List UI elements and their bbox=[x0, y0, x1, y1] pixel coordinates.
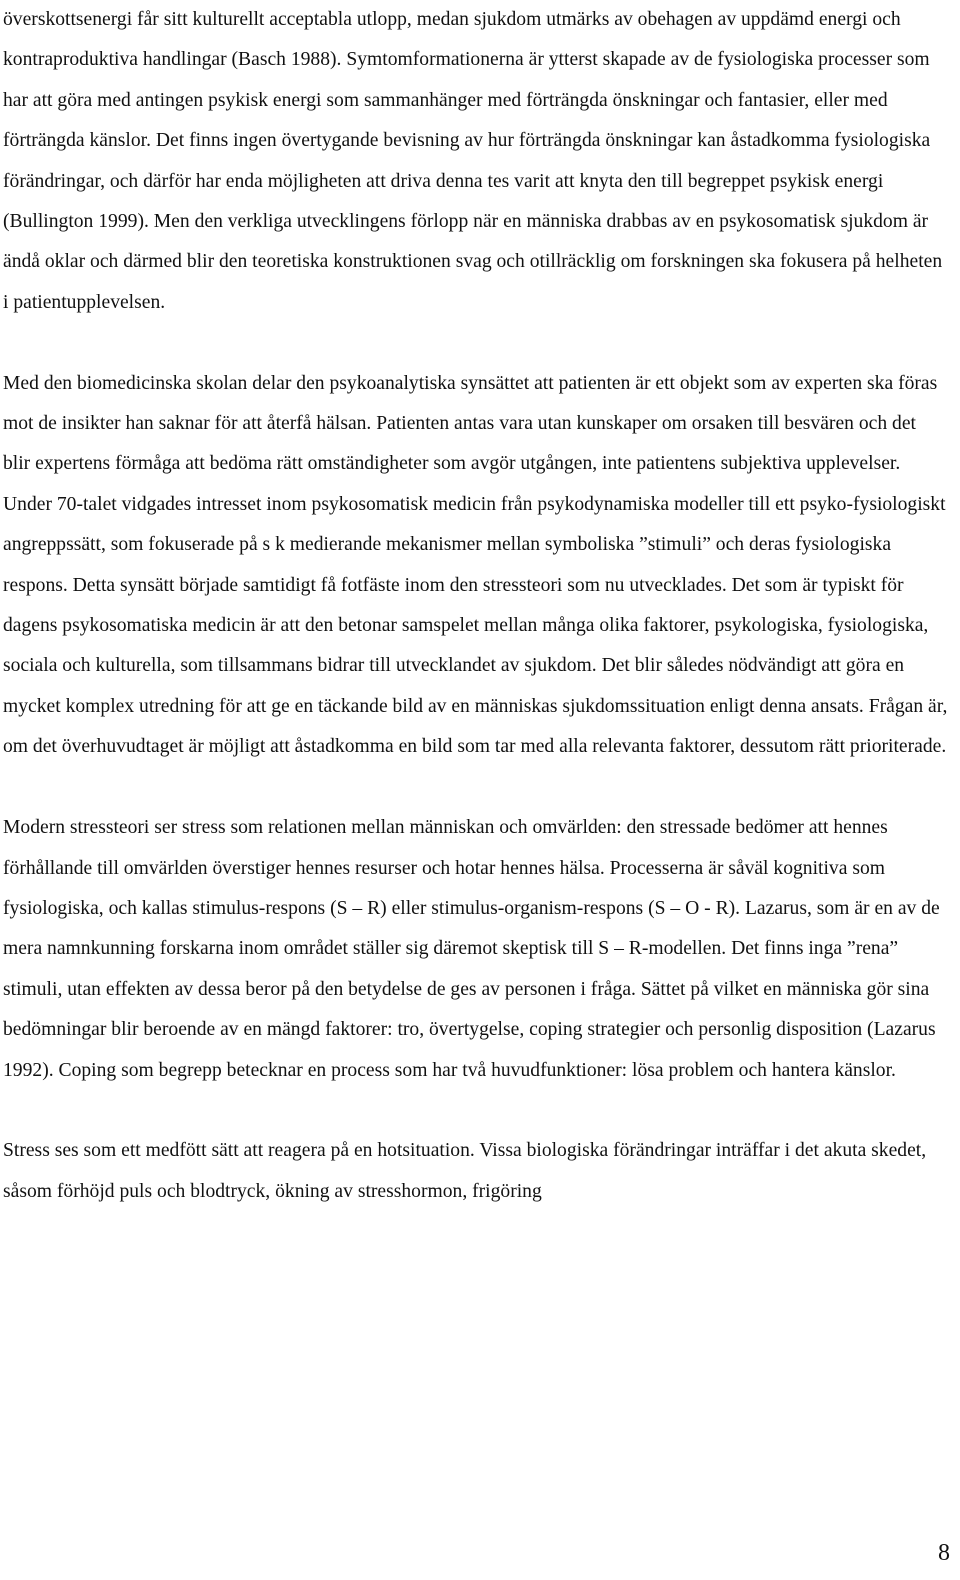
page-number: 8 bbox=[938, 1540, 950, 1566]
paragraph-biomedical-school: Med den biomedicinska skolan delar den psykoanalytiska synsättet att patienten är ett objekt som av experten ska föras mot de insikter han saknar för att återfå hälsan. Patienten antas vara utan kunskaper om orsaken till besvären och det blir expertens förmåga att bedöma rätt omständigheter som avgör utgången, inte patientens subjektiva upplevelser. Under 70-talet vidgades intresset inom psykosomatisk medicin från psykodynamiska modeller till ett psyko-fysiologiskt angreppssätt, som fokuserade på s k medierande mekanismer mellan symboliska ”stimuli” och deras fysiologiska respons. Detta synsätt började samtidigt få fotfäste inom den stressteori som nu utvecklades. Det som är typiskt för dagens psykosomatiska medicin är att den betonar samspelet mellan många olika faktorer, psykologiska, fysiologiska, sociala och kulturella, som tillsammans bidrar till utvecklandet av sjukdom. Det blir således nödvändigt att göra en mycket komplex utredning för att ge en täckande bild av en människas sjukdomssituation enligt denna ansats. Frågan är, om det överhuvudtaget är möjligt att åstadkomma en bild som tar med alla relevanta faktorer, dessutom rätt prioriterade. bbox=[3, 372, 948, 758]
paragraph-modern-stress-theory: Modern stressteori ser stress som relationen mellan människan och omvärlden: den stressade bedömer att hennes förhållande till omvärlden överstiger hennes resurser och hotar hennes hälsa. Processerna är såväl kognitiva som fysiologiska, och kallas stimulus-respons (S – R) eller stimulus-organism-respons (S – O - R). Lazarus, som är en av de mera namnkunning forskarna inom området ställer sig däremot skeptisk till S – R-modellen. Det finns inga ”rena” stimuli, utan effekten av dessa beror på den betydelse de ges av personen i fråga. Sättet på vilket en människa gör sina bedömningar blir beroende av en mängd faktorer: tro, övertygelse, coping strategier och personlig disposition (Lazarus 1992). Coping som begrepp betecknar en process som har två huvudfunktioner: lösa problem och hantera känslor. bbox=[3, 817, 940, 1081]
document-page bbox=[3, 0, 948, 1212]
paragraph-psychoanalytic-energy: överskottsenergi får sitt kulturellt acceptabla utlopp, medan sjukdom utmärks av obehagen av uppdämd energi och kontraproduktiva handlingar (Basch 1988). Symtomformationerna är ytterst skapade av de fysiologiska processer som har att göra med antingen psykisk energi som sammanhänger med förträngda önskningar och fantasier, eller med förträngda känslor. Det finns ingen övertygande bevisning av hur förträngda önskningar kan åstadkomma fysiologiska förändringar, och därför har enda möjligheten att driva denna tes varit att knyta den till begreppet psykisk energi (Bullington 1999). Men den verkliga utvecklingens förlopp när en människa drabbas av en psykosomatisk sjukdom är ändå oklar och därmed blir den teoretiska konstruktionen svag och otillräcklig om forskningen ska fokusera på helheten i patientupplevelsen. bbox=[3, 9, 943, 313]
paragraph-spacer bbox=[3, 768, 948, 808]
paragraph-stress-response: Stress ses som ett medfött sätt att reagera på en hotsituation. Vissa biologiska förändringar inträffar i det akuta skedet, såsom förhöjd puls och blodtryck, ökning av stresshormon, frigöring bbox=[3, 1140, 927, 1202]
paragraph-spacer bbox=[3, 323, 948, 363]
paragraph-spacer bbox=[3, 1091, 948, 1131]
